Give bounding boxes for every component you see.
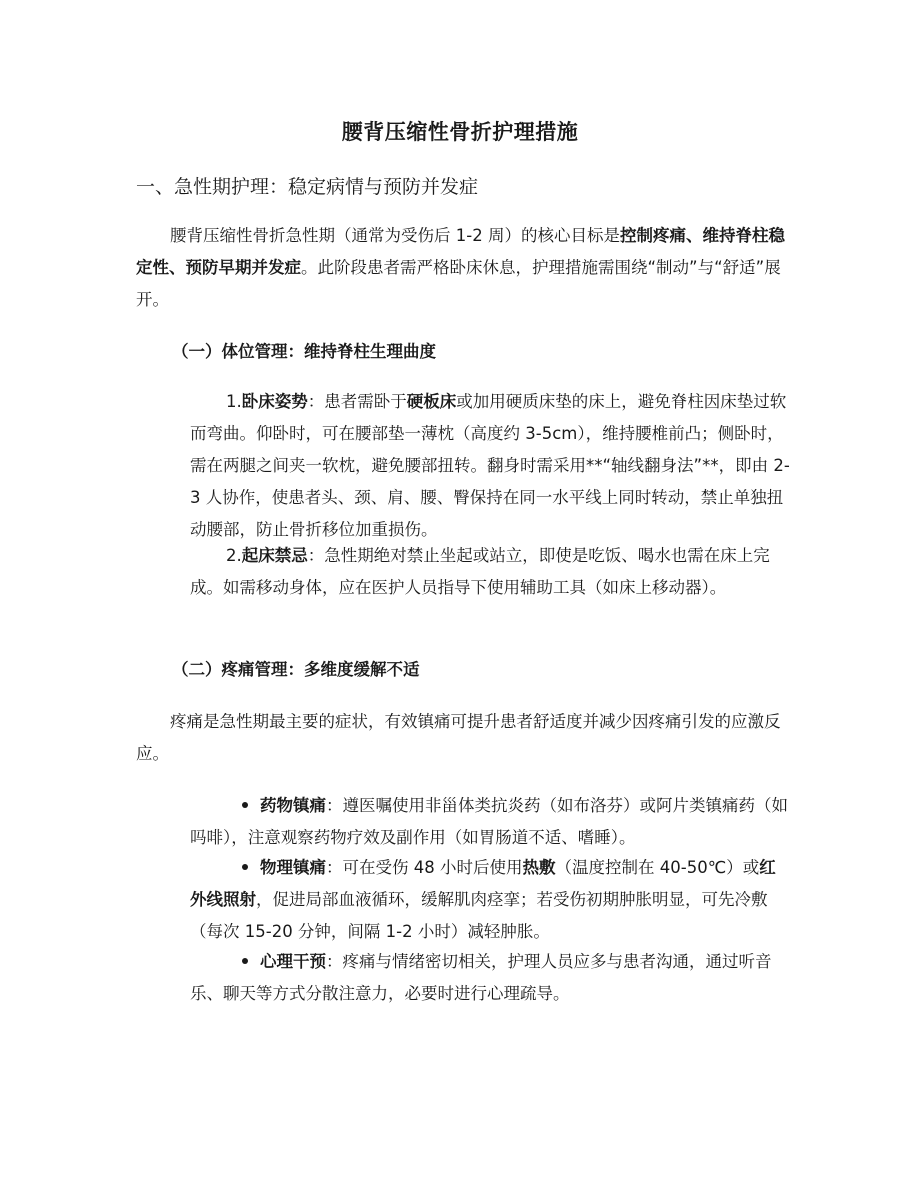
item-bold-hard-bed: 硬板床 (406, 392, 457, 411)
item-label-getting-up: 起床禁忌 (241, 546, 308, 565)
item-number: 2. (226, 546, 242, 565)
bullet-dot (242, 864, 248, 870)
section-heading-acute-care: 一、急性期护理：稳定病情与预防并发症 (136, 176, 479, 198)
bullet-text: （温度控制在 40-50℃）或 (555, 858, 760, 877)
bullet-text: ：可在受伤 48 小时后使用 (326, 858, 523, 877)
bullet-label: 物理镇痛 (260, 858, 326, 877)
bullet-bold-hot-compress: 热敷 (522, 858, 556, 877)
item-text: 或加用硬质床垫的床上，避免脊柱因床垫过软而弯曲。仰卧时，可在腰部垫一薄枕（高度约 3-5cm），维持腰椎前凸；侧卧时，需在两腿之间夹一软枕，避免腰部扭转。翻身时需采用**“轴线翻身法”**，即由 2-3 人协作，使患者头、颈、肩、腰、臀保持在同一水平线上同时转动，禁止单独扭动腰部，防止骨折移位加重损伤。 (190, 392, 790, 539)
intro-text-2: 。此阶段患者需严格卧床休息，护理措施需围绕“制动”与“舒适”展开。 (136, 258, 781, 309)
bullet-item-psychological-intervention (190, 946, 790, 1010)
bullet-item-physical-analgesia (190, 852, 790, 948)
intro-bold-goals: 控制疼痛、维持脊柱稳定性、预防早期并发症 (136, 226, 785, 277)
bullet-text: ，促进局部血液循环，缓解肌肉痉挛；若受伤初期肿胀明显，可先冷敷（每次 15-20 分钟，间隔 1-2 小时）减轻肿胀。 (190, 890, 768, 941)
bullet-bold-infrared: 红外线照射 (190, 858, 776, 909)
item-text: ：急性期绝对禁止坐起或站立，即使是吃饭、喝水也需在床上完成。如需移动身体，应在医护人员指导下使用辅助工具（如床上移动器）。 (190, 546, 770, 597)
bullet-text: ：疼痛与情绪密切相关，护理人员应多与患者沟通，通过听音乐、聊天等方式分散注意力，必要时进行心理疏导。 (190, 952, 772, 1003)
bullet-dot (242, 958, 248, 964)
subheading-pain-management: （二）疼痛管理：多维度缓解不适 (172, 660, 420, 679)
item-text: ：患者需卧于 (307, 392, 407, 411)
document-title: 腰背压缩性骨折护理措施 (341, 120, 579, 144)
section-intro-paragraph (136, 220, 788, 316)
item-number: 1. (226, 392, 242, 411)
numbered-item-getting-up-prohibition (190, 540, 790, 604)
pain-intro-paragraph: 疼痛是急性期最主要的症状，有效镇痛可提升患者舒适度并减少因疼痛引发的应激反应。 (136, 712, 781, 763)
bullet-label: 心理干预 (260, 952, 326, 971)
numbered-item-bed-posture (190, 386, 790, 546)
intro-text-1: 腰背压缩性骨折急性期（通常为受伤后 1-2 周）的核心目标是 (170, 226, 620, 245)
bullet-text: ：遵医嘱使用非甾体类抗炎药（如布洛芬）或阿片类镇痛药（如吗啡），注意观察药物疗效及副作用（如胃肠道不适、嗜睡）。 (190, 796, 788, 847)
bullet-dot (242, 802, 248, 808)
bullet-item-drug-analgesia (190, 790, 790, 854)
subheading-position-management: （一）体位管理：维持脊柱生理曲度 (172, 342, 436, 361)
bullet-label: 药物镇痛 (260, 796, 326, 815)
item-label-bed-posture: 卧床姿势 (241, 392, 308, 411)
